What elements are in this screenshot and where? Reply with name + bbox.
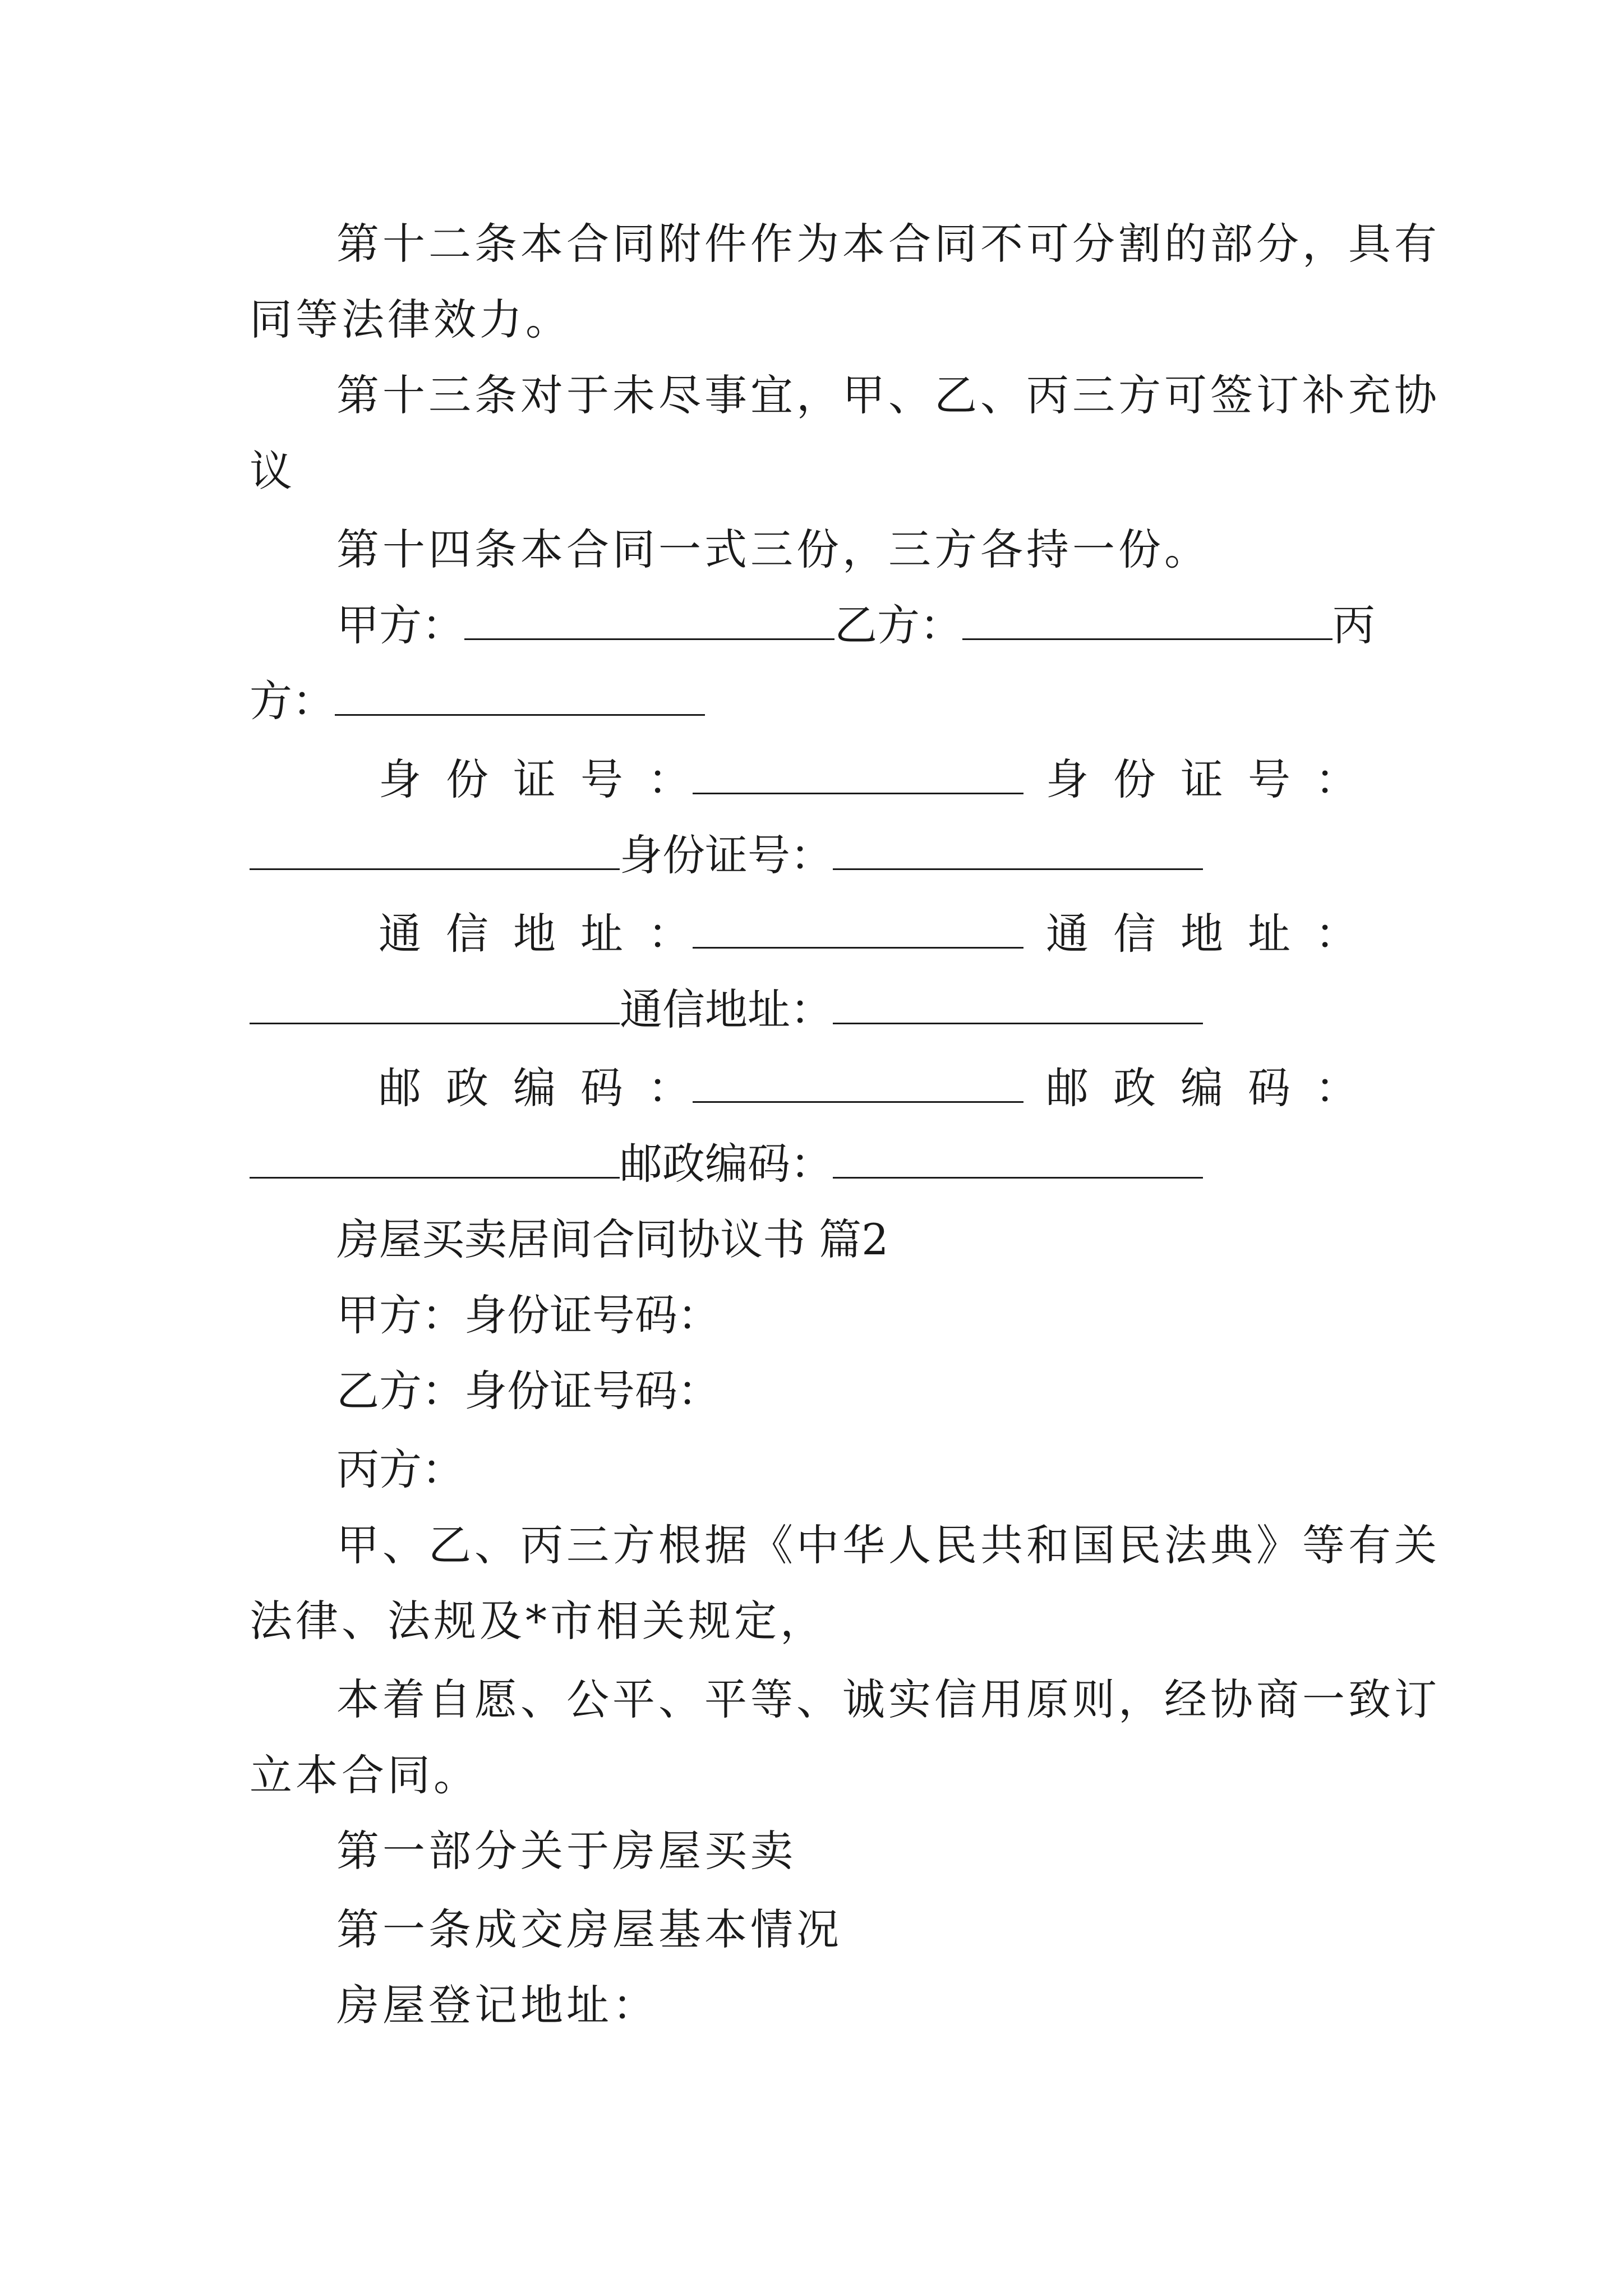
- postal-label-a: 邮政编码：: [379, 1063, 715, 1113]
- part2-title: 房屋买卖居间合同协议书 篇2: [336, 1214, 889, 1264]
- party-b-blank: [962, 605, 1332, 640]
- postal-blank-b: [250, 1143, 620, 1179]
- part2-article-1: 第一条成交房屋基本情况: [336, 1904, 842, 1954]
- part2-principle-line-1: 本着自愿、公平、平等、诚实信用原则，经协商一致订: [336, 1674, 1440, 1724]
- postal-row-1: [250, 1060, 1382, 1116]
- part2-basis-line-1: 甲、乙、丙三方根据《中华人民共和国民法典》等有关: [336, 1520, 1440, 1570]
- article-12-line-1: 第十二条本合同附件作为本合同不可分割的部分，具有: [336, 219, 1440, 269]
- address-label-a: 通信地址：: [379, 909, 715, 959]
- address-row-2: [250, 982, 1382, 1038]
- part2-section-1: 第一部分关于房屋买卖: [336, 1826, 796, 1876]
- id-blank-b: [250, 835, 620, 870]
- address-blank-a: [693, 913, 1023, 949]
- address-blank-c: [833, 989, 1203, 1024]
- postal-label-b: 邮政编码：: [1046, 1063, 1382, 1113]
- article-13-line-1: 第十三条对于未尽事宜，甲、乙、丙三方可签订补充协: [336, 370, 1440, 420]
- address-row-1: [250, 906, 1382, 962]
- postal-label-c: 邮政编码：: [620, 1139, 833, 1189]
- party-b-label: 乙方：: [834, 600, 962, 650]
- address-label-b: 通信地址：: [1046, 909, 1382, 959]
- party-signature-row: [250, 597, 1382, 654]
- party-c-label-part2: 方：: [250, 676, 335, 726]
- article-14: 第十四条本合同一式三份，三方各持一份。: [336, 524, 1210, 574]
- postal-row-2: [250, 1136, 1382, 1192]
- part2-party-c: 丙方：: [336, 1444, 464, 1494]
- postal-blank-c: [833, 1143, 1203, 1179]
- address-label-c: 通信地址：: [620, 984, 833, 1034]
- article-13-line-2: 议: [250, 446, 296, 496]
- part2-basis-line-2: 法律、法规及*市相关规定，: [250, 1596, 826, 1646]
- address-blank-b: [250, 989, 620, 1024]
- part2-party-a: 甲方：身份证号码：: [336, 1290, 720, 1340]
- id-blank-a: [693, 759, 1023, 794]
- party-c-label-part1: 丙: [1332, 600, 1375, 650]
- article-12-line-2: 同等法律效力。: [250, 295, 571, 344]
- party-a-label: 甲方：: [336, 600, 464, 650]
- id-number-row-1: [250, 752, 1382, 808]
- postal-blank-a: [693, 1068, 1023, 1103]
- party-c-row: [250, 673, 1382, 729]
- id-label-b: 身份证号：: [1046, 754, 1382, 804]
- part2-registration-address: 房屋登记地址：: [336, 1980, 658, 2030]
- id-blank-c: [833, 835, 1203, 870]
- id-label-a: 身份证号：: [379, 754, 715, 804]
- part2-party-b: 乙方：身份证号码：: [336, 1366, 720, 1416]
- part2-principle-line-2: 立本合同。: [250, 1750, 479, 1800]
- id-label-c: 身份证号：: [620, 830, 833, 880]
- id-number-row-2: [250, 827, 1382, 884]
- party-c-blank: [335, 680, 705, 716]
- party-a-blank: [464, 605, 834, 640]
